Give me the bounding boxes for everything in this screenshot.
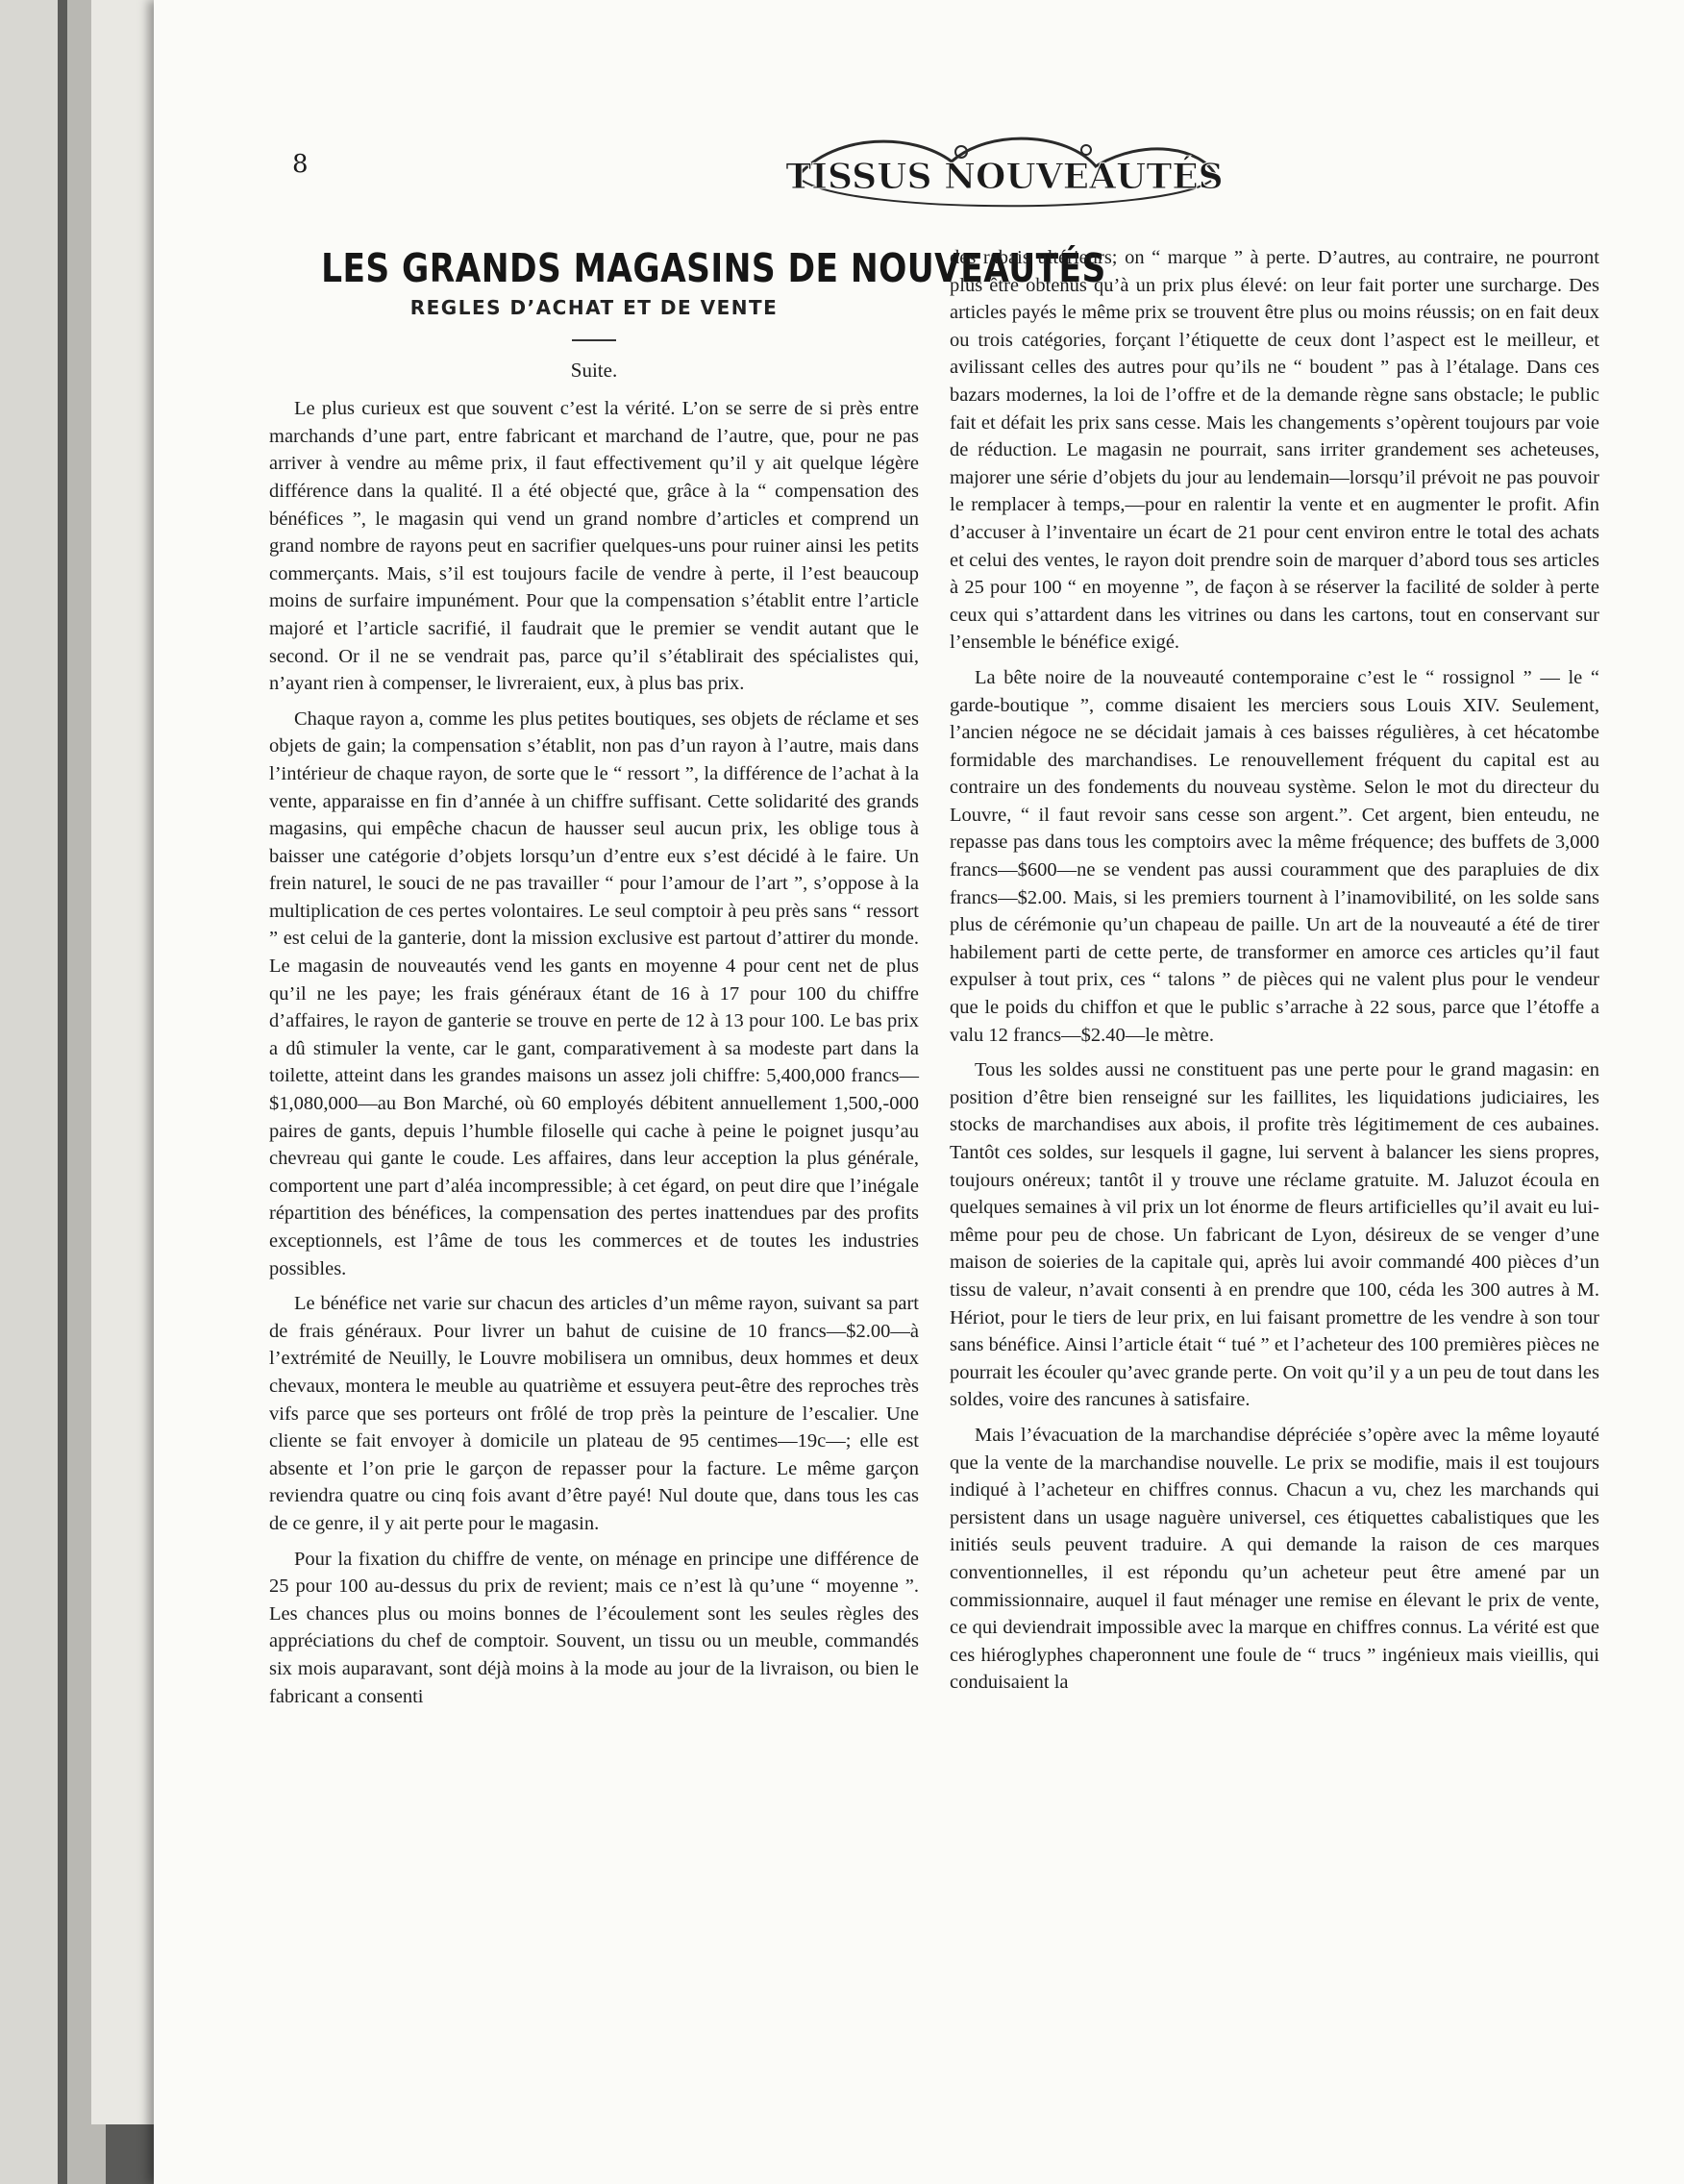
masthead-logo-art [779, 123, 1230, 219]
paragraph: des rabais ultérieurs; on “ marque ” à perte. D’autres, au contraire, ne pourront plus être obtenus qu’à un prix plus élevé: on leur fait porter une surcharge. Des articles payés le même prix se trouvent être plus ou moins réussis; on en fait deux ou trois catégories, forçant l’étiquette de ceux dont l’aspect est le meilleur, et avilissant celles des autres pour qu’ils ne “ boudent ” pas à l’étalage. Dans ces bazars modernes, la loi de l’offre et de la demande règne sans obstacle; le public fait et défait les prix sans cesse. Mais les changements s’opèrent toujours par voie de réduction. Le magasin ne pourrait, sans irriter grandement ses acheteuses, majorer une série d’objets du jour au lendemain—lorsqu’il prévoit ne pas pouvoir le remplacer à temps,—pour en ralentir la vente et en augmenter le profit. Afin d’accuser à l’inventaire un écart de 21 pour cent environ entre le total des achats et celui des ventes, le rayon doit prendre soin de marquer d’abord tous ses articles à 25 pour 100 “ en moyenne ”, de façon à se réserver la facilité de solder à perte ceux qui s’attardent dans les vitrines ou dans les cartons, tout en conservant sur l’ensemble le bénéfice exigé. [950, 247, 1599, 654]
paragraph: Le bénéfice net varie sur chacun des articles d’un même rayon, suivant sa part de frais généraux. Pour livrer un bahut de cuisine de 10 francs—$2.00—à l’extrémité de Neuilly, le Louvre mobilisera un omnibus, deux hommes et deux chevaux, montera le meuble au quatrième et essuyera peut-être des reproches très vifs parce que ses porteurs ont frôlé de trop près la peinture de l’escalier. Une cliente se fait envoyer à domicile un plateau de 95 centimes—19c—; elle est absente et l’on prie le garçon de repasser pour la facture. Le même garçon reviendra quatre ou cinq fois avant d’être payé! Nul doute que, dans tous les cas de ce genre, il y ait perte pour le magasin. [269, 1293, 919, 1534]
masthead-logo [779, 123, 1230, 219]
paragraph: Mais l’évacuation de la marchandise dépréciée s’opère avec la même loyauté que la vente de la marchandise nouvelle. Le prix se modifie, mais il est toujours indiqué à l’acheteur en chiffres connus. Chacun a vu, chez les marchands qui persistent dans un usage naguère universel, ces étiquettes cabalistiques que les initiés seuls peuvent traduire. A qui demande la raison de ces marques conventionnelles, il est répondu qu’un acheteur peut être amené par un commissionnaire, auquel il faut ménager une remise en élevant le prix de vente, ce qui deviendrait impossible avec la marque en chiffres connus. La vérité est que ces hiéroglyphes chaperonnent une foule de “ trucs ” ingénieux mais vieillis, qui conduisaient la [950, 1424, 1599, 1694]
page-number: 8 [292, 150, 309, 179]
masthead-text: TISSUS NOUVEAUTÉS [785, 157, 1224, 197]
magazine-page [154, 0, 1684, 2184]
article-title: LES GRANDS MAGASINS DE NOUVEAUTÉS [321, 245, 1106, 291]
paragraph: Le plus curieux est que souvent c’est la vérité. L’on se serre de si près entre marchands d’une part, entre fabricant et marchand de l’autre, que, pour ne pas arriver à vendre au même prix, il faut effectivement qu’il y ait quelque légère différence dans la qualité. Il a été objecté que, grâce à la “ compensation des bénéfices ”, le magasin qui vend un grand nombre d’articles et comprend un grand nombre de rayons peut en sacrifier quelques-uns pour ruiner ainsi les petits commerçants. Mais, s’il est toujours facile de vendre à perte, il l’est beaucoup moins de surfaire impunément. Pour que la compensation s’établit entre l’article majoré et l’article sacrifié, il faudrait que le premier se vendit autant que le second. Or il ne se vendrait pas, parce qu’il s’établirait des spécialistes qui, n’ayant rien à compenser, le livreraient, eux, à plus bas prix. [269, 398, 919, 695]
paragraph: Tous les soldes aussi ne constituent pas une perte pour le grand magasin: en position d’être bien renseigné sur les faillites, les liquidations judiciaires, les stocks de marchandises aux abois, il profite très légitimement de ces aubaines. Tantôt ces soldes, sur lesquels il gagne, lui servent à balancer les siens propres, toujours onéreux; tantôt il y trouve une réclame gratuite. M. Jaluzot écoula en quelques semaines à vil prix un lot énorme de fleurs artificielles qu’il avait eu lui-même pour peu de chose. Un fabricant de Lyon, désireux de se venger d’une maison de soieries de la capitale qui, après lui avoir commandé 400 pièces d’un tissu de valeur, n’avait consenti à en prendre que 100, céda les 300 autres à M. Hériot, pour le tiers de leur prix, en lui faisant promettre de les vendre à son tour sans bénéfice. Ainsi l’article était “ tué ” et l’acheteur des 100 premières pièces ne pourrait les écouler qu’avec grande perte. On voit qu’il y a un peu de tout dans les soldes, voire des rancunes à satisfaire. [950, 1059, 1599, 1411]
title-rule [572, 339, 616, 341]
right-column [950, 244, 1599, 1704]
book-edge [0, 0, 58, 2184]
paragraph: Pour la fixation du chiffre de vente, on ménage en principe une différence de 25 pour 100 au-dessus du prix de revient; mais ce n’est là qu’une “ moyenne ”. Les chances plus ou moins bonnes de l’écoulement sont les seules règles des appréciations du chef de comptoir. Souvent, un tissu ou un meuble, commandés six mois auparavant, sont déjà moins à la mode au jour de la livraison, ou bien le fabricant a consenti [269, 1548, 919, 1707]
article-subtitle: REGLES D’ACHAT ET DE VENTE [409, 296, 779, 319]
suite-label: Suite. [570, 358, 618, 382]
paragraph: Chaque rayon a, comme les plus petites boutiques, ses objets de réclame et ses objets de gain; la compensation s’établit, non pas d’un rayon à l’autre, mais dans l’intérieur de chaque rayon, de sorte que le “ ressort ”, la différence de l’achat à la vente, apparaisse en fin d’année à un chiffre suffisant. Cette solidarité des grands magasins, qui empêche chacun de hausser seul aucun prix, les oblige tous à baisser une catégorie d’objets lorsqu’un d’entre eux s’est décidé à le faire. Un frein naturel, le souci de ne pas travailler “ pour l’amour de l’art ”, s’oppose à la multiplication de ces pertes volontaires. Le seul comptoir à peu près sans “ ressort ” est celui de la ganterie, dont la mission exclusive est partout d’attirer du monde. Le magasin de nouveautés vend les gants en moyenne 4 pour cent net de plus qu’il ne les paye; les frais généraux étant de 16 à 17 pour 100 du chiffre d’affaires, le rayon de ganterie se trouve en perte de 12 à 13 pour 100. Le bas prix a dû stimuler la vente, car le gant, comparativement à sa modeste part dans la toilette, atteint dans les grandes maisons un assez joli chiffre: 5,400,000 francs—$1,080,000—au Bon Marché, où 60 employés débitent annuellement 1,500,-000 paires de gants, depuis l’humble filoselle qui cache à peine le poignet jusqu’au chevreau qui gante le coude. Les affaires, dans leur acception la plus générale, comportent une part d’aléa incompressible; à cet égard, on peut dire que l’inégale répartition des bénéfices, la compensation des pertes inattendues par des profits exceptionnels, est l’âme de tous les commerces et de toutes les industries possibles. [269, 707, 919, 1279]
left-column [269, 244, 1106, 1718]
paragraph: La bête noire de la nouveauté contemporaine c’est le “ rossignol ” — le “ garde-boutique ”, comme disaient les merciers sous Louis XIV. Seulement, l’ancien négoce ne se décidait jamais à ces baisses régulières, à cet hécatombe formidable des marchandises. Le renouvellement fréquent du capital est au contraire un des fondements du nouveau système. Selon le mot du directeur du Louvre, “ il faut revoir sans cesse son argent.”. Cet argent, bien enteudu, ne repasse pas dans tous les comptoirs avec la même fréquence; des buffets de 3,000 francs—$600—ne se vendent pas aussi couramment que des parapluies de dix francs—$2.00. Mais, si les premiers tournent à l’inamovibilité, on les solde sans plus de cérémonie qu’un chapeau de paille. Un art de la nouveauté a été de tirer habilement parti de cette perte, de transformer en amorce ces articles qu’il faut expulser à tout prix, ces “ talons ” de pièces qui ne valent plus pour le vendeur que le poids du chiffon et que le public s’arrache à 22 sous, parce que l’étoffe a valu 12 francs—$2.40—le mètre. [950, 666, 1599, 1046]
